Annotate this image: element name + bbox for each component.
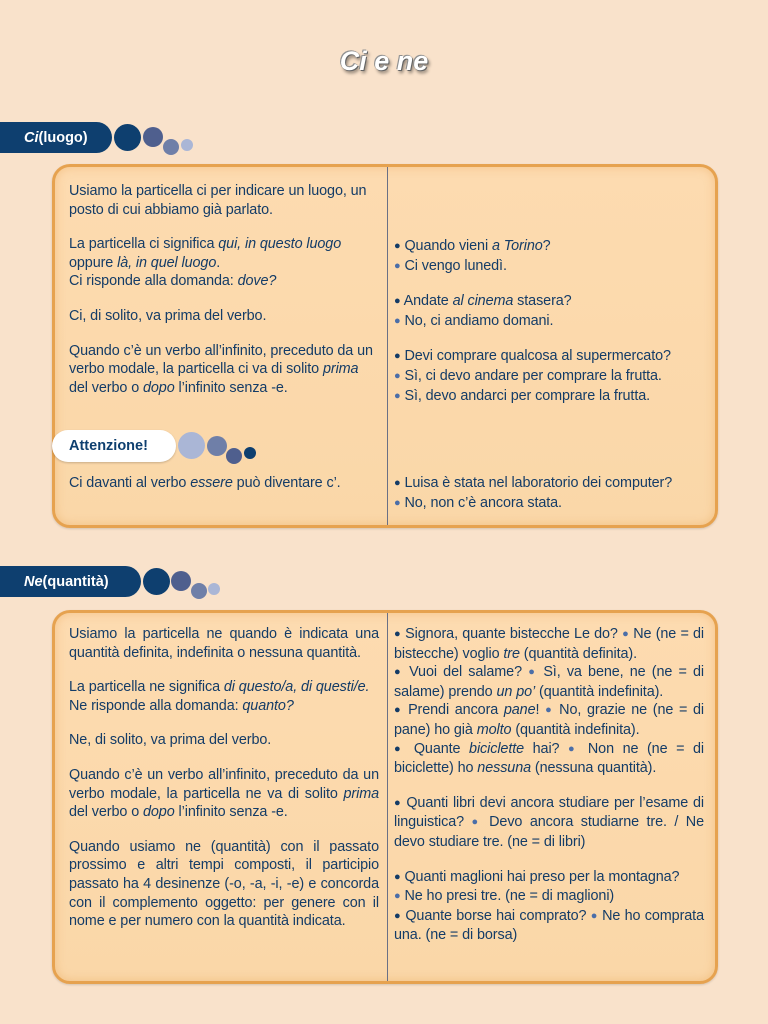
ci-attention-examples [394,474,712,513]
decorative-dot [114,124,141,151]
ne-paragraph-3: Ne, di solito, va prima del verbo. [69,732,272,749]
decorative-dot [178,432,205,459]
ne-paragraph-4: Quando c’è un verbo all’infinito, preceduto da un verbo modale, la particella ne va di solito prima del verbo o dopo l’infinito senza -e. [69,766,379,821]
decorative-dot [207,436,227,456]
ci-examples [394,237,712,406]
column-divider [387,613,388,981]
decorative-dot [163,139,179,155]
ne-paragraph-2-question: Ne risponde alla domanda: quanto? [69,697,294,714]
ci-example-answer-3b: ● Sì, devo andarci per comprare la frutta. [394,387,651,404]
ne-paragraph-1: Usiamo la particella ne quando è indicata una quantità definita, indefinita o nessuna quantità. [69,626,379,661]
ci-paragraph-2: La particella ci significa qui, in questo luogo oppure là, in quel luogo. [69,236,342,271]
decorative-dot [191,583,207,599]
section-tab-ci [0,122,112,153]
decorative-dot [244,447,256,459]
section-tab-ci-label: (luogo) [38,129,88,146]
ci-example-question-2: ● Andate al cinema stasera? [394,293,572,310]
ci-paragraph-5: Ci davanti al verbo essere può diventare c’. [69,475,341,491]
section-tab-ci-word: Ci [24,129,39,146]
ci-example-answer-4: ● No, non c’è ancora stata. [394,494,562,511]
ci-paragraph-2-question: Ci risponde alla domanda: dove? [69,273,277,290]
ci-example-question-3: ● Devi comprare qualcosa al supermercato? [394,348,671,365]
ci-example-question-1: ● Quando vieni a Torino? [394,238,551,254]
decorative-dot [143,127,163,147]
ne-example-4: ● Quante biciclette hai? ● Non ne (ne = di biciclette) ho nessuna (nessuna quantità). [394,740,704,777]
ci-example-answer-2: ● No, ci andiamo domani. [394,312,554,329]
ci-example-answer-1: ● Ci vengo lunedì. [394,257,507,274]
ne-explanation [69,625,379,931]
decorative-dot [226,448,242,464]
section-tab-ne-word: Ne [24,573,43,590]
decorative-dot [181,139,193,151]
ne-example-1: ● Signora, quante bistecche Le do? ● Ne (ne = di bistecche) voglio tre (quantità definita). [394,626,705,662]
decorative-dot [171,571,191,591]
attention-badge: Attenzione! [52,430,176,462]
ne-example-6-answer: ● Ne ho presi tre. (ne = di maglioni) [394,888,615,905]
ci-paragraph-1: Usiamo la particella ci per indicare un luogo, un posto di cui abbiamo già parlato. [69,183,367,218]
column-divider [387,167,388,525]
ci-explanation [69,182,381,397]
ne-example-5: ● Quanti libri devi ancora studiare per l’esame di linguistica? ● Devo ancora studiarne tre. / Ne devo studiare tre. (ne = di libri) [394,794,704,850]
ne-example-2: ● Vuoi del salame? ● Sì, va bene, ne (ne = di salame) prendo un po’ (quantità indefinita). [394,664,705,700]
section-tab-ne [0,566,141,597]
ne-paragraph-5: Quando usiamo ne (quantità) con il passato prossimo e altri tempi composti, il participio passato ha 4 desinenze (-o, -a, -i, -e) e concorda con il complemento oggetto: per genere con il nome e per numero con la quantità indicata. [69,838,379,930]
ne-examples [394,625,704,945]
ne-paragraph-2: La particella ne significa di questo/a, di questi/e. [69,679,370,696]
decorative-dot [208,583,220,595]
page-title: Ci e ne [339,46,429,76]
ne-example-6-question: ● Quanti maglioni hai preso per la montagna? [394,868,680,885]
ci-example-answer-3a: ● Sì, ci devo andare per comprare la frutta. [394,367,662,384]
ci-paragraph-3: Ci, di solito, va prima del verbo. [69,307,267,324]
decorative-dot [143,568,170,595]
ne-example-3: ● Prendi ancora pane! ● No, grazie ne (ne = di pane) ho già molto (quantità indefinita). [394,702,704,738]
ci-paragraph-4: Quando c’è un verbo all’infinito, preceduto da un verbo modale, la particella ci va di solito prima del verbo o dopo l’infinito senza -e. [69,342,373,396]
ne-example-7: ● Quante borse hai comprato? ● Ne ho comprata una. (ne = di borsa) [394,907,704,944]
section-tab-ne-label: (quantità) [42,573,109,590]
ci-example-question-4: ● Luisa è stata nel laboratorio dei computer? [394,475,673,491]
ci-attention-text [69,474,381,493]
